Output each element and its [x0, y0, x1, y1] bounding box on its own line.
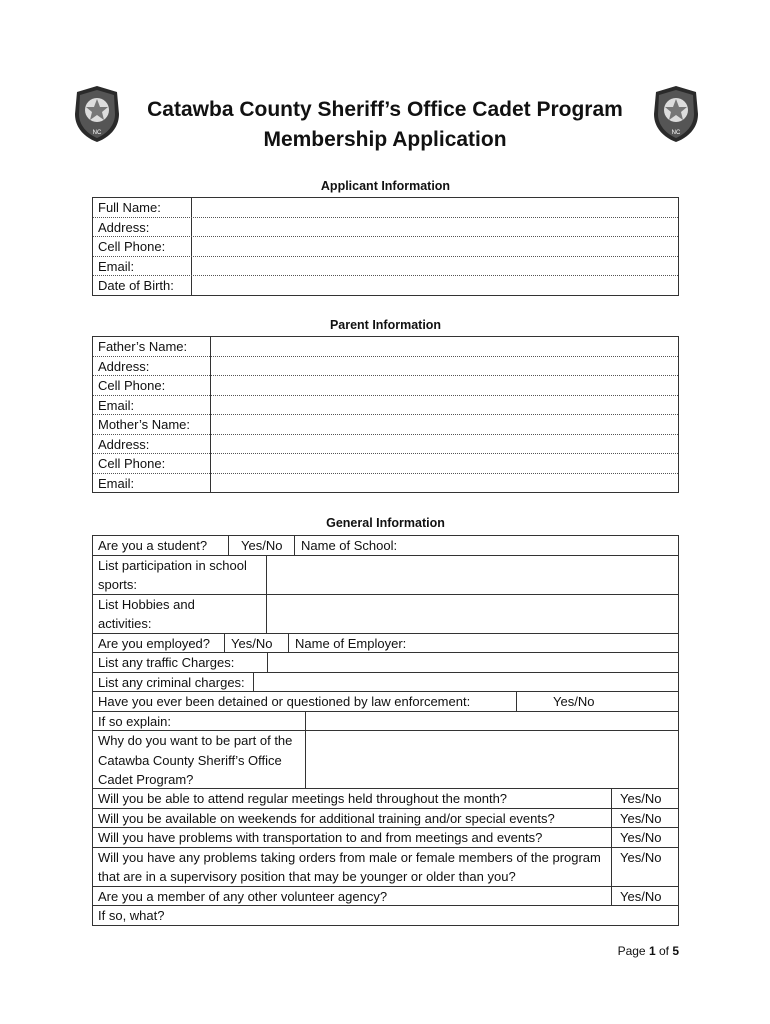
- applicant-table: [92, 197, 679, 296]
- page-prefix: Page: [617, 944, 649, 958]
- employed-question: Are you employed?: [98, 635, 211, 651]
- page-title: [120, 95, 650, 155]
- parent-label-mother-name: Mother’s Name:: [98, 417, 190, 432]
- student-question: Are you a student?: [98, 538, 208, 553]
- explain-field[interactable]: [306, 712, 678, 731]
- explain-label: If so explain:: [98, 713, 171, 729]
- weekends-question: Will you be available on weekends for additional training and/or special events?: [98, 810, 555, 826]
- hobbies-label: List Hobbies and activities:: [98, 596, 195, 631]
- employed-yes-no[interactable]: Yes/No: [231, 635, 273, 651]
- criminal-charges-label: List any criminal charges:: [98, 674, 245, 690]
- applicant-label-cell-phone: Cell Phone:: [98, 239, 166, 254]
- badge-left-text: NC: [92, 130, 102, 136]
- school-name-label: Name of School:: [301, 538, 398, 553]
- parent-label-father-name: Father’s Name:: [98, 339, 188, 354]
- parent-label-mother-email: Email:: [98, 475, 135, 491]
- parent-label-mother-phone: Cell Phone:: [98, 456, 166, 471]
- parent-label-father-address: Address:: [98, 358, 150, 374]
- volunteer-yes-no[interactable]: Yes/No: [620, 888, 662, 904]
- applicant-label-address: Address:: [98, 219, 150, 235]
- parent-label-mother-address: Address:: [98, 436, 150, 452]
- applicant-heading: Applicant Information: [320, 179, 451, 193]
- father-address-field[interactable]: [211, 357, 678, 376]
- applicant-label-full-name: Full Name:: [98, 200, 161, 215]
- email-field[interactable]: [192, 257, 678, 276]
- orders-yes-no[interactable]: Yes/No: [620, 849, 662, 865]
- mother-email-field[interactable]: [211, 474, 678, 493]
- transport-yes-no[interactable]: Yes/No: [620, 830, 662, 845]
- student-yes-no[interactable]: Yes/No: [241, 538, 283, 553]
- page-of: of: [655, 944, 673, 958]
- father-phone-field[interactable]: [211, 376, 678, 395]
- transport-question: Will you have problems with transportation to and from meetings and events?: [98, 830, 543, 845]
- why-label: Why do you want to be part of the Catawba County Sheriff’s Office Cadet Program?: [98, 733, 293, 787]
- traffic-charges-label: List any traffic Charges:: [98, 655, 235, 670]
- page-total: 5: [672, 944, 679, 958]
- page-number: [618, 944, 679, 958]
- cell-phone-field[interactable]: [192, 237, 678, 256]
- hobbies-field[interactable]: [267, 595, 678, 633]
- address-field[interactable]: [192, 218, 678, 237]
- meetings-yes-no[interactable]: Yes/No: [620, 791, 662, 806]
- father-name-field[interactable]: [211, 337, 678, 356]
- title-line-2: Membership Application: [263, 128, 507, 151]
- title-line-1: Catawba County Sheriff’s Office Cadet Program: [147, 98, 623, 121]
- employer-name-label: Name of Employer:: [295, 635, 407, 651]
- sheriff-badge-right-icon: [651, 84, 701, 144]
- dob-field[interactable]: [192, 276, 678, 295]
- father-email-field[interactable]: [211, 396, 678, 415]
- detained-yes-no[interactable]: Yes/No: [553, 694, 595, 709]
- mother-address-field[interactable]: [211, 435, 678, 454]
- mother-phone-field[interactable]: [211, 454, 678, 473]
- orders-question: Will you have any problems taking orders from male or female members of the program that are in a supervisory position that may be younger or older than you?: [98, 849, 601, 884]
- parent-heading: Parent Information: [329, 318, 442, 332]
- general-heading: General Information: [326, 516, 445, 530]
- parent-label-father-email: Email:: [98, 397, 135, 413]
- mother-name-field[interactable]: [211, 415, 678, 434]
- volunteer-what-label: If so, what?: [98, 908, 165, 923]
- applicant-label-email: Email:: [98, 258, 135, 274]
- volunteer-what-field[interactable]: [173, 906, 678, 925]
- parent-label-father-phone: Cell Phone:: [98, 378, 166, 393]
- sheriff-badge-left-icon: [72, 84, 122, 144]
- weekends-yes-no[interactable]: Yes/No: [620, 810, 662, 826]
- general-table: [92, 535, 679, 926]
- criminal-charges-field[interactable]: [254, 673, 678, 692]
- meetings-question: Will you be able to attend regular meetings held throughout the month?: [98, 791, 508, 806]
- why-field[interactable]: [306, 731, 678, 788]
- page-current: 1: [648, 944, 656, 958]
- volunteer-question: Are you a member of any other volunteer agency?: [98, 888, 388, 904]
- traffic-charges-field[interactable]: [268, 653, 678, 672]
- badge-right-text: NC: [671, 130, 681, 136]
- applicant-label-dob: Date of Birth:: [98, 278, 174, 293]
- detained-question: Have you ever been detained or questioned by law enforcement:: [98, 694, 471, 709]
- parent-table: [92, 336, 679, 493]
- sports-field[interactable]: [267, 556, 678, 594]
- full-name-field[interactable]: [192, 198, 678, 217]
- sports-label: List participation in school sports:: [98, 557, 247, 592]
